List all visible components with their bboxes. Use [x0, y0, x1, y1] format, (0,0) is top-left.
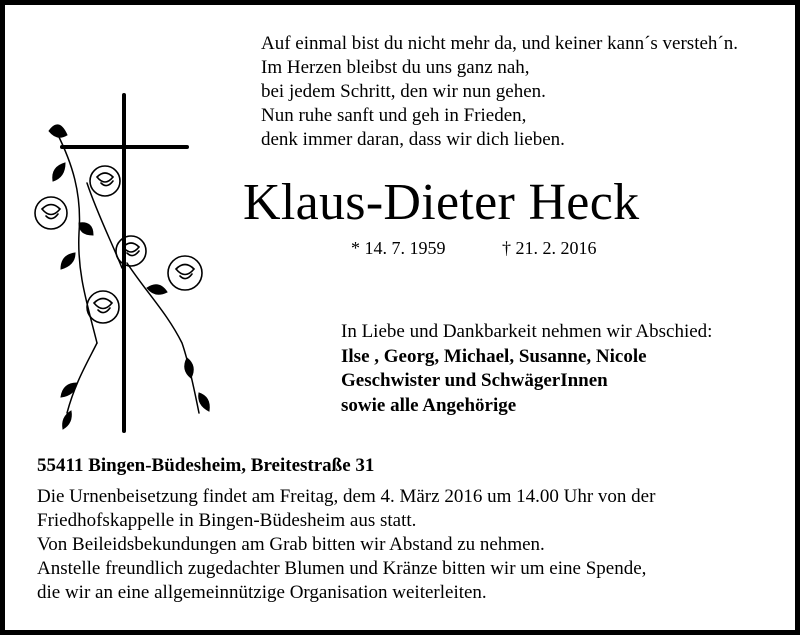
poem-line: bei jedem Schritt, den wir nun gehen.: [261, 81, 546, 102]
funeral-details: [37, 485, 655, 605]
details-line: Anstelle freundlich zugedachter Blumen und Kränze bitten wir um eine Spende,: [37, 558, 647, 579]
details-line: Die Urnenbeisetzung findet am Freitag, dem 4. März 2016 um 14.00 Uhr von der: [37, 486, 656, 507]
poem-line: Im Herzen bleibst du uns ganz nah,: [261, 57, 530, 78]
death-date: † 21. 2. 2016: [502, 238, 597, 258]
poem-line: Auf einmal bist du nicht mehr da, und keiner kann´s versteh´n.: [261, 33, 738, 54]
deceased-name: Klaus-Dieter Heck: [243, 174, 640, 231]
birth-date: * 14. 7. 1959: [351, 238, 446, 258]
poem-line: denk immer daran, dass wir dich lieben.: [261, 129, 565, 150]
mourning-address: 55411 Bingen-Büdesheim, Breitestraße 31: [37, 455, 375, 476]
mourner-line: Geschwister und SchwägerInnen: [341, 370, 608, 391]
memorial-poem: [261, 32, 738, 152]
details-line: Von Beileidsbekundungen am Grab bitten wir Abstand zu nehmen.: [37, 534, 545, 555]
farewell-intro: In Liebe und Dankbarkeit nehmen wir Abschied:: [341, 321, 713, 342]
farewell-block: [341, 320, 712, 418]
cross-with-roses-icon: [27, 93, 227, 433]
details-line: Friedhofskappelle in Bingen-Büdesheim aus statt.: [37, 510, 417, 531]
poem-line: Nun ruhe sanft und geh in Frieden,: [261, 105, 527, 126]
mourner-line: sowie alle Angehörige: [341, 394, 517, 416]
details-line: die wir an eine allgemeinnützige Organisation weiterleiten.: [37, 582, 487, 603]
mourner-line: Ilse , Georg, Michael, Susanne, Nicole: [341, 345, 647, 367]
